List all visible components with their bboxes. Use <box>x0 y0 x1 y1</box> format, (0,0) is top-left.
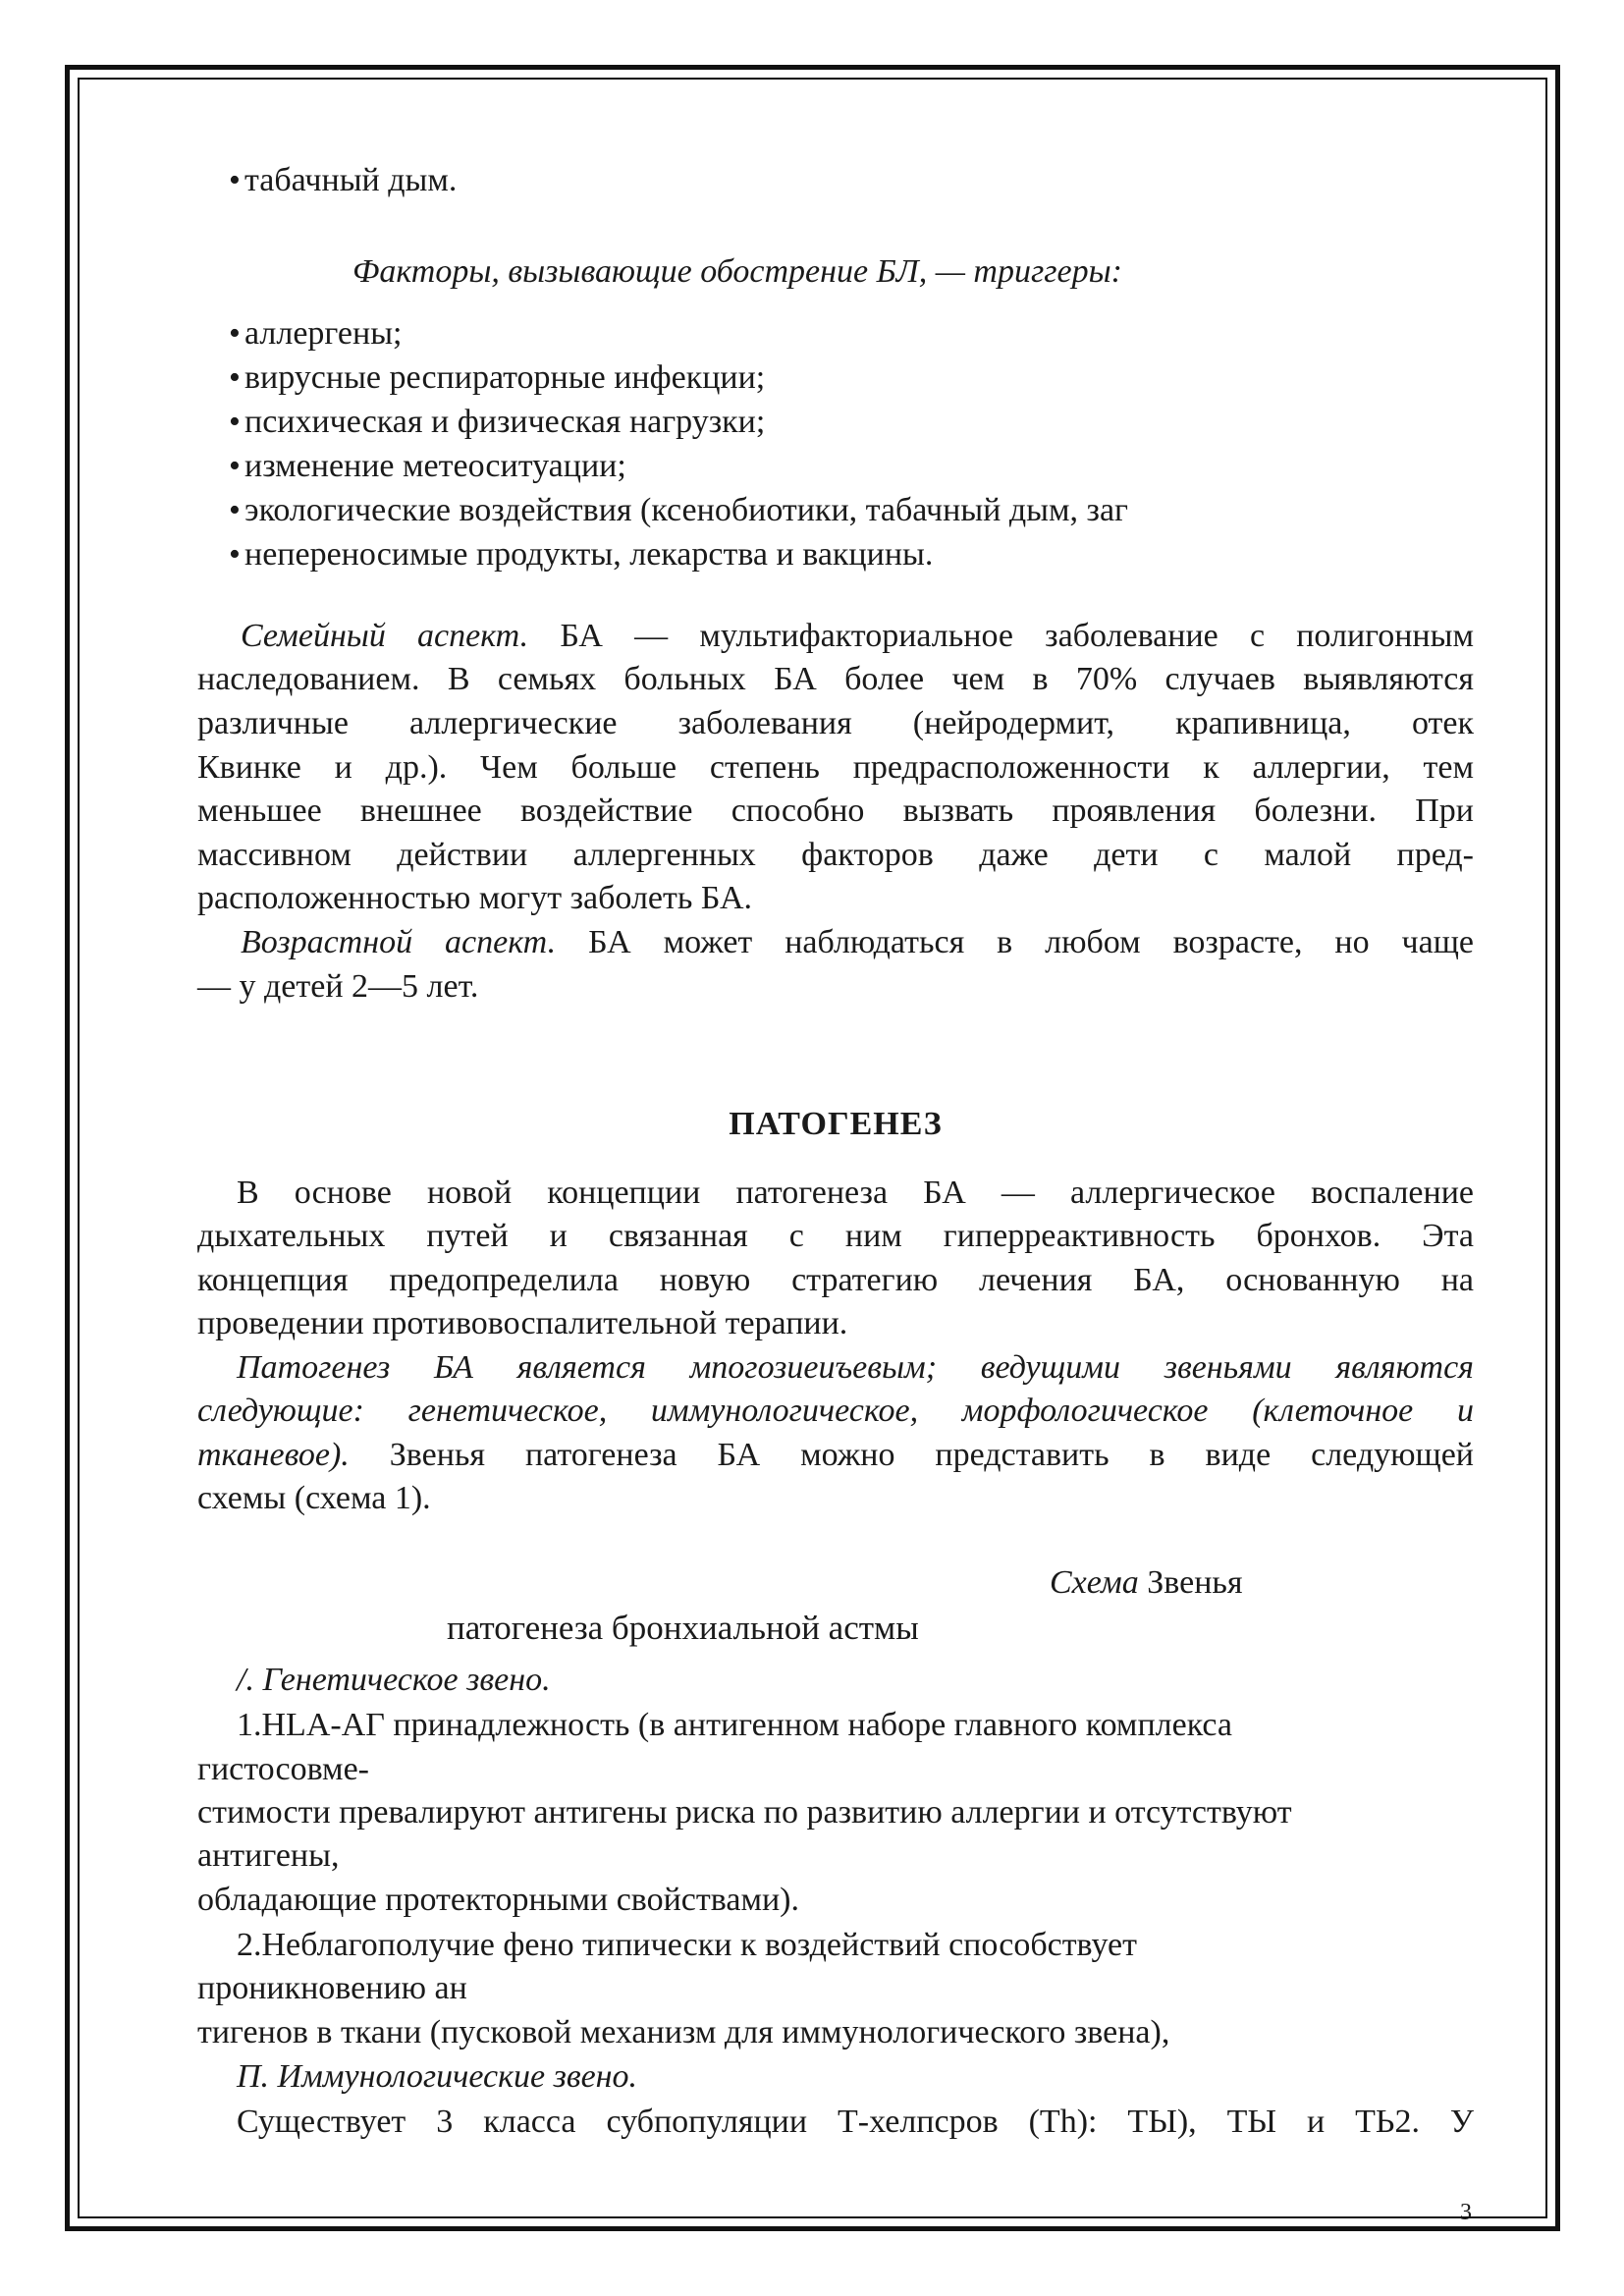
paragraph-line <box>197 923 1474 962</box>
list-item: табачный дым. <box>244 162 458 198</box>
paragraph-line: наследованием. В семьях больных БА более чем в 70% случаев выявляются <box>197 661 1474 697</box>
paragraph-line: обладающие протекторными свойствами). <box>197 1882 799 1918</box>
paragraph-line: меньшее внешнее воздействие способно вызвать проявления болезни. При <box>197 793 1474 829</box>
bullet-marker: • <box>229 448 241 484</box>
paragraph-line: концепция предопределила новую стратегию лечения БА, основанную на <box>197 1262 1474 1298</box>
paragraph-line: схемы (схема 1). <box>197 1480 431 1516</box>
list-item: непереносимые продукты, лекарства и вакцины. <box>244 536 934 573</box>
paragraph-line <box>197 1436 1474 1475</box>
scheme-subtitle: патогенеза бронхиальной астмы <box>447 1609 919 1647</box>
bullet-marker: • <box>229 404 241 440</box>
triggers-heading: Факторы, вызывающие обострение БЛ, — триггеры: <box>352 253 1122 290</box>
paragraph-lead: тканевое). <box>197 1437 350 1473</box>
paragraph-line: различные аллергические заболевания (нейродермит, крапивница, отек <box>197 705 1474 741</box>
paragraph-text: БА — мультифакториальное заболевание с полигонным <box>528 618 1474 654</box>
bullet-marker: • <box>229 536 241 573</box>
paragraph-line: стимости превалируют антигены риска по развитию аллергии и отсутствуют <box>197 1794 1292 1831</box>
bullet-marker: • <box>229 359 241 396</box>
paragraph-line: Патогенез БА является мпогозиеиъевым; ведущими звеньями являются <box>237 1349 1474 1386</box>
page-number: 3 <box>1460 2200 1472 2225</box>
paragraph-text: БА может наблюдаться в любом возрасте, но чаще <box>556 924 1474 960</box>
paragraph-text: Звенья патогенеза БА можно представить в виде следующей <box>349 1437 1474 1473</box>
paragraph-line: расположенностью могут заболеть БА. <box>197 880 753 916</box>
paragraph-line: В основе новой концепции патогенеза БА — аллергическое воспаление <box>237 1175 1474 1211</box>
paragraph-line: Существует 3 класса субпопуляции Т-хелпсров (Th): ТЫ), ТЫ и ТЬ2. У <box>237 2104 1474 2140</box>
subsection-heading: /. Генетическое звено. <box>237 1662 551 1698</box>
bullet-marker: • <box>229 315 241 352</box>
paragraph-line: антигены, <box>197 1837 340 1874</box>
scheme-label-text: Звенья <box>1138 1564 1243 1601</box>
paragraph-lead: Возрастной аспект. <box>241 924 557 960</box>
bullet-marker: • <box>229 492 241 528</box>
list-item: изменение метеоситуации; <box>244 448 626 484</box>
scheme-label <box>1050 1563 1243 1603</box>
paragraph-line: — у детей 2—5 лет. <box>197 968 479 1005</box>
paragraph-line: дыхательных путей и связанная с ним гиперреактивность бронхов. Эта <box>197 1218 1474 1254</box>
paragraph-line: 1.HLA-АГ принадлежность (в антигенном наборе главного комплекса <box>237 1707 1232 1743</box>
paragraph-line <box>197 617 1474 656</box>
paragraph-line: проникновению ан <box>197 1970 467 2006</box>
paragraph-line: 2.Неблагополучие фено типически к воздействий способствует <box>237 1927 1137 1963</box>
paragraph-line: массивном действии аллергенных факторов даже дети с малой пред- <box>197 837 1474 873</box>
scheme-label-italic: Схема <box>1050 1564 1139 1601</box>
paragraph-lead: Семейный аспект. <box>241 618 529 654</box>
list-item: вирусные респираторные инфекции; <box>244 359 766 396</box>
bullet-marker: • <box>229 162 241 198</box>
list-item: психическая и физическая нагрузки; <box>244 404 766 440</box>
paragraph-line: следующие: генетическое, иммунологическое, морфологическое (клеточное и <box>197 1393 1474 1429</box>
paragraph-line: Квинке и др.). Чем больше степень предрасположенности к аллергии, тем <box>197 749 1474 786</box>
paragraph-line: гистосовме- <box>197 1751 369 1787</box>
list-item: аллергены; <box>244 315 403 352</box>
paragraph-line: тигенов в ткани (пусковой механизм для иммунологического звена), <box>197 2014 1170 2050</box>
section-title: ПАТОГЕНЕЗ <box>729 1106 943 1142</box>
subsection-heading: П. Иммунологические звено. <box>237 2058 638 2095</box>
list-item: экологические воздействия (ксенобиотики, табачный дым, заг <box>244 492 1128 528</box>
paragraph-line: проведении противовоспалительной терапии. <box>197 1305 848 1341</box>
